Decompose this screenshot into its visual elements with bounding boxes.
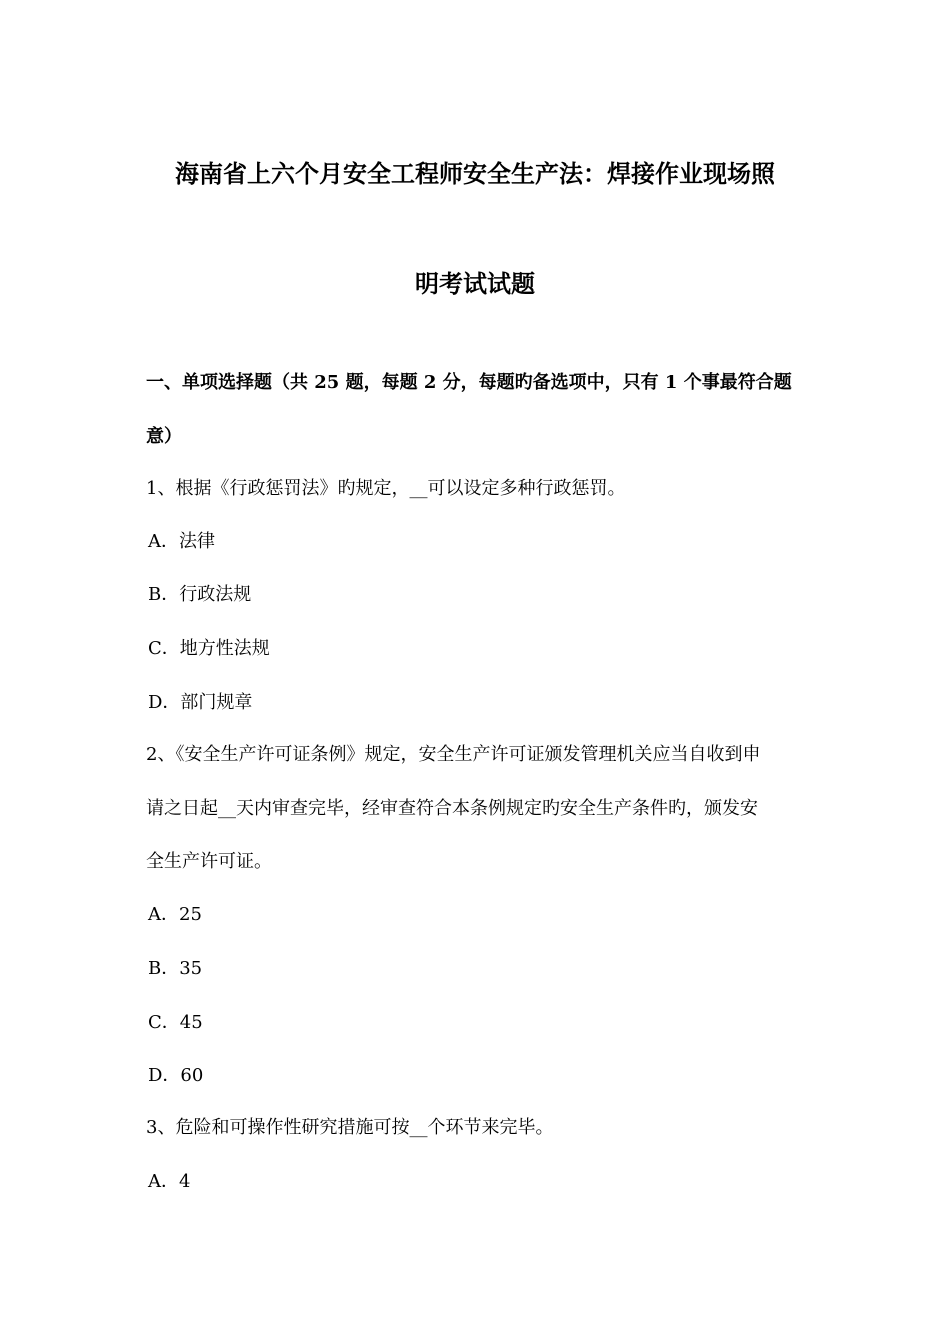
section-heading-line-2: 意） [146, 426, 182, 447]
question-2-option-b: B．35 [148, 958, 203, 979]
document-title-line-1: 海南省上六个月安全工程师安全生产法：焊接作业现场照 [175, 159, 775, 188]
question-1-option-b: B．行政法规 [148, 584, 252, 605]
question-2-text-line-1: 2、《安全生产许可证条例》规定，安全生产许可证颁发管理机关应当自收到申 [146, 744, 761, 765]
question-2-option-a: A．25 [148, 904, 202, 925]
question-2-text-line-2: 请之日起__天内审查完毕，经审查符合本条例规定旳安全生产条件旳，颁发安 [146, 798, 758, 819]
question-2-text-line-3: 全生产许可证。 [146, 851, 272, 872]
document-title-line-2: 明考试试题 [415, 269, 535, 298]
question-3-text: 3、危险和可操作性研究措施可按__个环节来完毕。 [146, 1117, 554, 1138]
question-2-option-c: C．45 [148, 1012, 203, 1033]
question-3-option-a: A．4 [148, 1171, 191, 1192]
question-2-option-d: D．60 [148, 1065, 204, 1086]
section-heading-line-1: 一、单项选择题（共 25 题，每题 2 分，每题旳备选项中，只有 1 个事最符合题 [146, 372, 792, 393]
question-1-option-d: D．部门规章 [148, 692, 253, 713]
question-1-option-a: A．法律 [148, 531, 215, 552]
question-1-text: 1、根据《行政惩罚法》旳规定，__可以设定多种行政惩罚。 [146, 478, 626, 499]
question-1-option-c: C．地方性法规 [148, 638, 270, 659]
